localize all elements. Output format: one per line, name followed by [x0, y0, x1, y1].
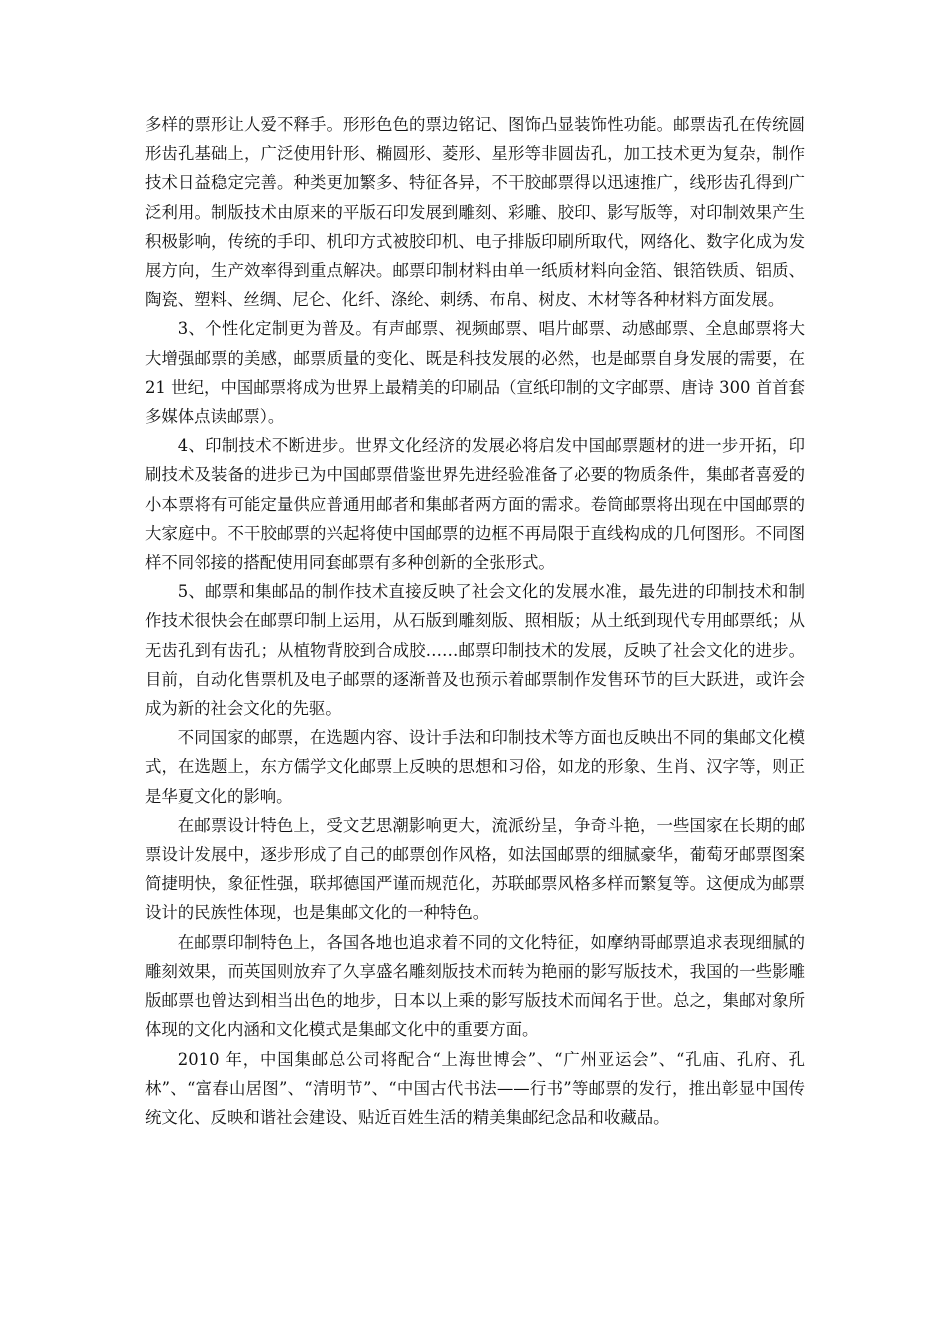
paragraph-point-5-production-technology: 5、邮票和集邮品的制作技术直接反映了社会文化的发展水准，最先进的印制技术和制作技术很快会在邮票印制上运用，从石版到雕刻版、照相版；从土纸到现代专用邮票纸；从无齿孔到有齿孔；从植物背胶到合成胶……邮票印制技术的发展，反映了社会文化的进步。目前，自动化售票机及电子邮票的逐渐普及也预示着邮票制作发售环节的巨大跃进，或许会成为新的社会文化的先驱。	[145, 582, 805, 719]
paragraph-point-4-printing-progress: 4、印制技术不断进步。世界文化经济的发展必将启发中国邮票题材的进一步开拓，印刷技术及装备的进步已为中国邮票借鉴世界先进经验准备了必要的物质条件，集邮者喜爱的小本票将有可能定量供应普通用邮者和集邮者两方面的需求。卷筒邮票将出现在中国邮票的大家庭中。不干胶邮票的兴起将使中国邮票的边框不再局限于直线构成的几何图形。不同图样不同邻接的搭配使用同套邮票有多种创新的全张形式。	[145, 436, 805, 573]
paragraph-national-differences: 不同国家的邮票，在选题内容、设计手法和印制技术等方面也反映出不同的集邮文化模式，在选题上，东方儒学文化邮票上反映的思想和习俗，如龙的形象、生肖、汉字等，则正是华夏文化的影响。	[145, 728, 805, 806]
paragraph-point-3-personalization: 3、个性化定制更为普及。有声邮票、视频邮票、唱片邮票、动感邮票、全息邮票将大大增强邮票的美感，邮票质量的变化、既是科技发展的必然，也是邮票自身发展的需要，在 21 世纪，中国邮票将成为世界上最精美的印刷品（宣纸印制的文字邮票、唐诗 300 首首套多媒体点读邮票）。	[145, 319, 805, 427]
paragraph-printing-characteristics: 在邮票印制特色上，各国各地也追求着不同的文化特征，如摩纳哥邮票追求表现细腻的雕刻效果，而英国则放弃了久享盛名雕刻版技术而转为艳丽的影写版技术，我国的一些影雕版邮票也曾达到相当出色的地步，日本以上乘的影写版技术而闻名于世。总之，集邮对象所体现的文化内涵和文化模式是集邮文化中的重要方面。	[145, 932, 805, 1040]
paragraph-2010-plans: 2010 年，中国集邮总公司将配合“上海世博会”、“广州亚运会”、“孔庙、孔府、孔林”、“富春山居图”、“清明节”、“中国古代书法——行书”等邮票的发行，推出彰显中国传统文化、反映和谐社会建设、贴近百姓生活的精美集邮纪念品和收藏品。	[145, 1049, 805, 1127]
paragraph-design-characteristics: 在邮票设计特色上，受文艺思潮影响更大，流派纷呈，争奇斗艳，一些国家在长期的邮票设计发展中，逐步形成了自己的邮票创作风格，如法国邮票的细腻豪华，葡萄牙邮票图案简捷明快，象征性强，联邦德国严谨而规范化，苏联邮票风格多样而繁复等。这便成为邮票设计的民族性体现，也是集邮文化的一种特色。	[145, 815, 805, 923]
paragraph-continued-materials: 多样的票形让人爱不释手。形形色色的票边铭记、图饰凸显装饰性功能。邮票齿孔在传统圆形齿孔基础上，广泛使用针形、椭圆形、菱形、星形等非圆齿孔，加工技术更为复杂，制作技术日益稳定完善。种类更加繁多、特征各异，不干胶邮票得以迅速推广，线形齿孔得到广泛利用。制版技术由原来的平版石印发展到雕刻、彩雕、胶印、影写版等，对印制效果产生积极影响，传统的手印、机印方式被胶印机、电子排版印刷所取代，网络化、数字化成为发展方向，生产效率得到重点解决。邮票印制材料由单一纸质材料向金箔、银箔铁质、铝质、陶瓷、塑料、丝绸、尼仑、化纤、涤纶、刺绣、布帛、树皮、木材等各种材料方面发展。	[145, 115, 805, 310]
document-body	[145, 110, 805, 1132]
